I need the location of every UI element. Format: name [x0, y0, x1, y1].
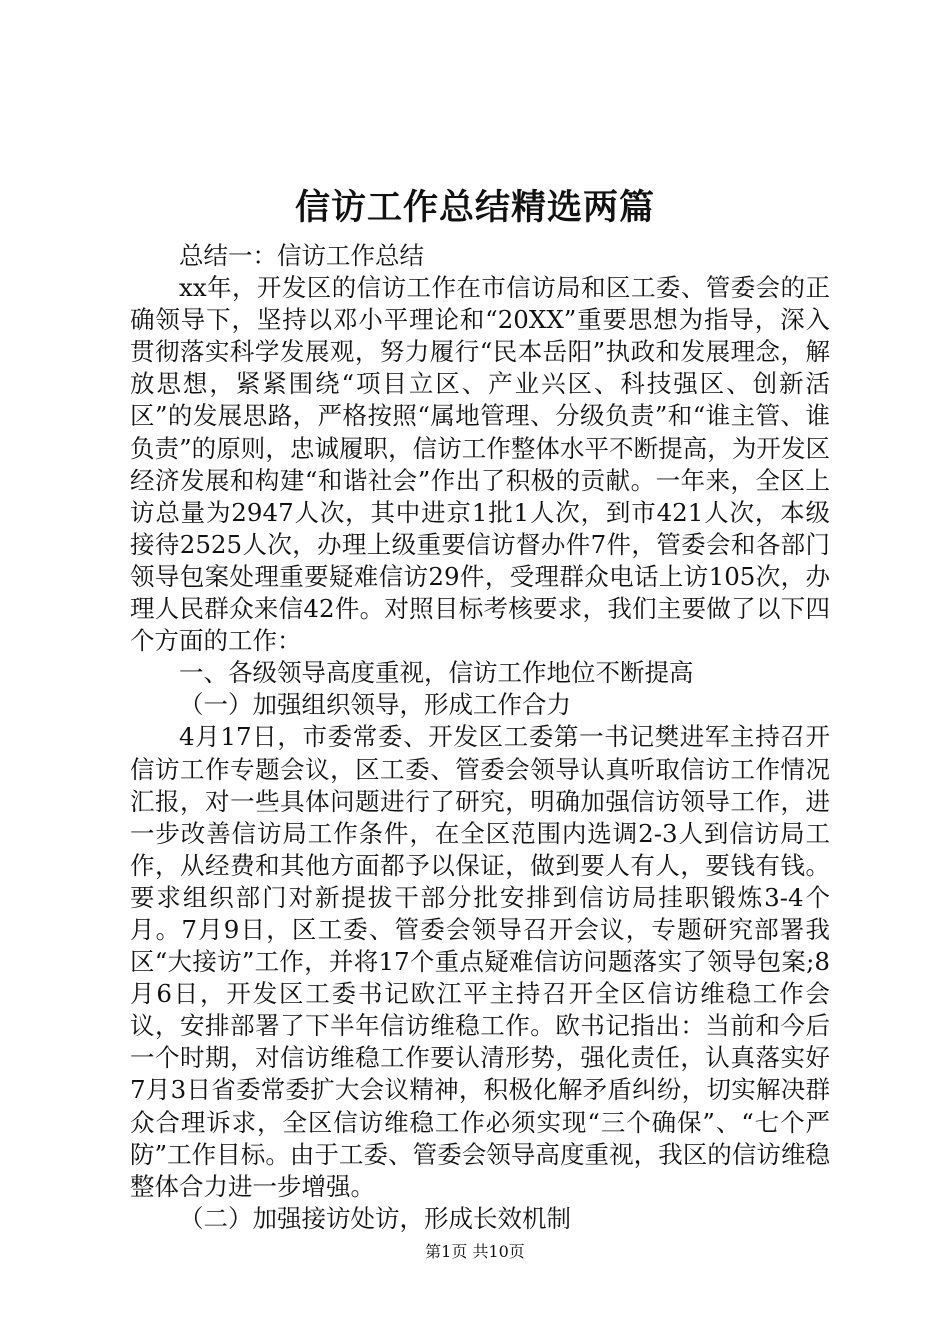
paragraph-subsection-one-heading: （一）加强组织领导，形成工作合力: [179, 690, 571, 720]
paragraph-summary-heading: 总结一：信访工作总结: [179, 241, 424, 270]
paragraph-subsection-two-heading: （二）加强接访处访，形成长效机制: [179, 1203, 571, 1233]
paragraph-section-one-heading: 一、各级领导高度重视，信访工作地位不断提高: [179, 658, 694, 688]
page-footer: 第1页 共10页: [425, 1242, 525, 1261]
paragraph-overview: xx年，开发区的信访工作在市信访局和区工委、管委会的正确领导下，坚持以邓小平理论和“20XX”重要思想为指导，深入贯彻落实科学发展观，努力履行“民本岳阳”执政和发展理念，解放思想，紧紧围绕“项目立区、产业兴区、科技强区、创新活区”的发展思路，严格按照“属地管理、分级负责”和“谁主管、谁负责”的原则，忠诚履职，信访工作整体水平不断提高，为开发区经济发展和构建“和谐社会”作出了积极的贡献。一年来，全区上访总量为2947人次，其中进京1批1人次，到市421人次，本级接待2525人次，办理上级重要信访督办件7件，管委会和各部门领导包案处理重要疑难信访29件，受理群众电话上访105次，办理人民群众来信42件。对照目标考核要求，我们主要做了以下四个方面的工作：: [130, 273, 830, 656]
paragraph-organization-leadership: 4月17日，市委常委、开发区工委第一书记樊进军主持召开信访工作专题会议，区工委、管委会领导认真听取信访工作情况汇报，对一些具体问题进行了研究，明确加强信访领导工作，进一步改善信访局工作条件，在全区范围内选调2-3人到信访局工作，从经费和其他方面都予以保证，做到要人有人，要钱有钱。要求组织部门对新提拔干部分批安排到信访局挂职锻炼3-4个月。7月9日，区工委、管委会领导召开会议，专题研究部署我区“大接访”工作，并将17个重点疑难信访问题落实了领导包案;8月6日，开发区工委书记欧江平主持召开全区信访维稳工作会议，安排部署了下半年信访维稳工作。欧书记指出：当前和今后一个时期，对信访维稳工作要认清形势，强化责任，认真落实好7月3日省委常委扩大会议精神，积极化解矛盾纠纷，切实解决群众合理诉求，全区信访维稳工作必须实现“三个确保”、“七个严防”工作目标。由于工委、管委会领导高度重视，我区的信访维稳整体合力进一步增强。: [130, 722, 830, 1201]
document-body: [130, 240, 830, 1235]
document-title: 信访工作总结精选两篇: [294, 187, 655, 228]
